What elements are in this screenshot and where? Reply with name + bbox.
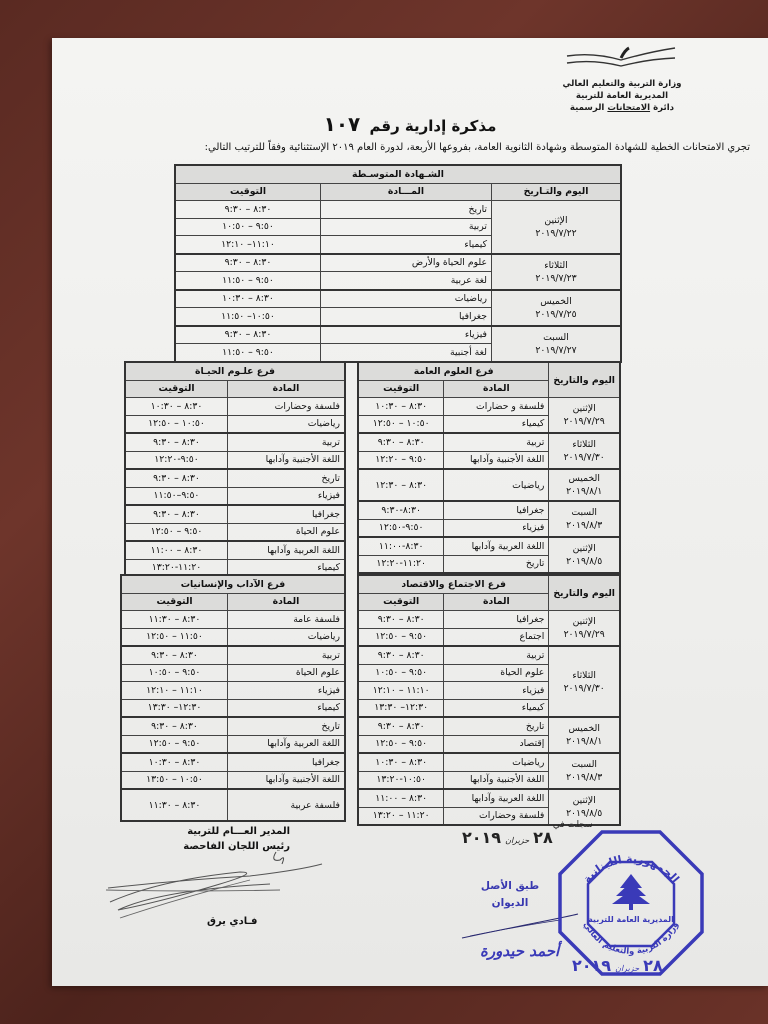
life-sciences-table: [124, 361, 346, 578]
table-row: [125, 451, 345, 469]
time-cell: ٨:٣٠ – ١٠:٣٠: [358, 398, 444, 416]
time-cell: ١١:١٠ – ١٢:١٠: [121, 682, 228, 700]
certifier-name: أحمد حيدورة: [480, 942, 560, 960]
day-date-cell: [549, 753, 620, 789]
table-row: [121, 664, 345, 682]
ministry-line: وزارة التربية والتعليم العالي: [562, 79, 682, 89]
column-header-subject: المادة: [228, 380, 346, 398]
day-name: الإثنين: [572, 795, 596, 806]
table-row: [125, 433, 345, 451]
table-row: [358, 398, 620, 416]
day-name: الخميس: [568, 723, 600, 734]
department-prefix: دائرة: [653, 103, 675, 113]
day-date-cell: [492, 290, 622, 326]
subject-cell: فلسفة وحضارات: [444, 807, 549, 825]
table-row: [121, 682, 345, 700]
day-date-cell: [549, 469, 620, 501]
time-cell: ٨:٣٠ – ٩:٣٠: [358, 646, 444, 664]
table-row: [358, 501, 620, 519]
time-cell: ٨:٣٠ – ١٠:٣٠: [175, 290, 321, 308]
time-cell: ١٢:٣٠– ١٣:٣٠: [121, 699, 228, 717]
general-sciences-table: [357, 361, 621, 574]
subject-cell: علوم الحياة والأرض: [321, 254, 492, 272]
exam-date: ٢٠١٩/٨/٣: [566, 772, 603, 783]
stamp-top-text: الجمهورية اللبنانية: [580, 852, 682, 886]
day-name: الثلاثاء: [572, 669, 596, 681]
subject-cell: علوم الحياة: [444, 664, 549, 682]
day-date-cell: [549, 646, 620, 717]
subject-cell: رياضيات: [321, 290, 492, 308]
subject-cell: لغة عربية: [321, 272, 492, 290]
time-cell: ١٠:٥٠ – ١٣:٥٠: [121, 771, 228, 789]
day-date-cell: [492, 326, 622, 362]
table-row: [121, 717, 345, 735]
table-row: [358, 646, 620, 664]
subject-cell: كيمياء: [228, 559, 346, 577]
stamp-inner-text: المديرية العامة للتربية: [588, 915, 674, 924]
day-name: الإثنين: [572, 616, 596, 627]
time-cell: ٨:٣٠ – ٩:٣٠: [121, 646, 228, 664]
table-row: [175, 290, 621, 308]
true-copy-text: طبق الأصل: [480, 880, 540, 892]
registration-date: [462, 820, 593, 847]
time-cell: ٨:٣٠ – ١١:٣٠: [121, 611, 228, 629]
time-cell: ٩:٥٠–١١:٥٠: [125, 487, 228, 505]
exam-date: ٢٠١٩/٧/٣٠: [563, 452, 605, 463]
subject-cell: كيمياء: [228, 699, 346, 717]
table-row: [121, 753, 345, 771]
column-header-day: اليوم والتاريخ: [549, 362, 620, 398]
time-cell: ٨:٣٠ – ١١:٠٠: [125, 541, 228, 559]
certification-year: ٢٠١٩: [572, 956, 612, 975]
time-cell: ٩:٥٠ – ١٢:٥٠: [125, 523, 228, 541]
subject-cell: كيمياء: [321, 236, 492, 254]
subject-cell: كيمياء: [444, 415, 549, 433]
official-stamp: [556, 828, 706, 978]
table-row: [358, 611, 620, 629]
day-name: الإثنين: [544, 214, 568, 226]
exam-date: ٢٠١٩/٨/٥: [566, 808, 603, 819]
time-cell: ١٠:٥٠ – ١٢:٥٠: [358, 415, 444, 433]
office-text: الديوان: [491, 897, 529, 909]
exam-date: ٢٠١٩/٧/٢٣: [535, 272, 577, 284]
subject-cell: تاريخ: [228, 717, 346, 735]
time-cell: ٨:٣٠ – ١٠:٣٠: [125, 398, 228, 416]
time-cell: ٩:٥٠ – ١٠:٥٠: [358, 664, 444, 682]
svg-text:وزارة التربية والتعليم العالي: [581, 920, 681, 957]
certification-month: حزيران: [615, 964, 640, 973]
time-cell: ٨:٣٠ – ٩:٣٠: [175, 254, 321, 272]
table-row: [121, 646, 345, 664]
table-title: فرع الآداب والإنسانيات: [121, 575, 345, 593]
true-copy-mark: [480, 878, 540, 912]
exam-date: ٢٠١٩/٧/٢٩: [563, 416, 605, 427]
table-row: [358, 469, 620, 501]
day-name: الثلاثاء: [544, 259, 568, 271]
subject-cell: فيزياء: [321, 326, 492, 344]
subject-cell: فيزياء: [444, 682, 549, 700]
time-cell: ١٢:٣٠– ١٣:٣٠: [358, 699, 444, 717]
memo-number: ١٠٧: [323, 112, 361, 136]
subject-cell: جغرافيا: [444, 501, 549, 519]
exam-date: ٢٠١٩/٧/٢٢: [535, 227, 577, 239]
subject-cell: فيزياء: [444, 519, 549, 537]
subject-cell: تربية: [444, 646, 549, 664]
time-cell: ١٠:٥٠ – ١٢:٥٠: [125, 415, 228, 433]
day-date-cell: [549, 501, 620, 537]
table-row: [121, 735, 345, 753]
subject-cell: رياضيات: [228, 415, 346, 433]
column-header-subject: المادة: [228, 593, 346, 611]
subject-cell: جغرافيا: [321, 308, 492, 326]
column-header-subject: المـــادة: [321, 183, 492, 201]
time-cell: ١١:١٠ – ١٢:١٠: [358, 682, 444, 700]
time-cell: ٨:٣٠ – ٩:٣٠: [175, 201, 321, 219]
memo-title-text: مذكرة إدارية رقم: [369, 117, 497, 135]
day-name: السبت: [543, 331, 569, 343]
subject-cell: لغة أجنبية: [321, 344, 492, 362]
subject-cell: اللغة الأجنبية وآدابها: [228, 451, 346, 469]
table-title: فرع علـوم الحيـاة: [125, 362, 345, 380]
subject-cell: جغرافيا: [444, 611, 549, 629]
table-row: [125, 523, 345, 541]
column-header-subject: المادة: [444, 593, 549, 611]
table-row: [121, 611, 345, 629]
table-row: [125, 415, 345, 433]
day-date-cell: [549, 611, 620, 647]
time-cell: ٨:٣٠ – ٩:٣٠: [121, 717, 228, 735]
time-cell: ٨:٣٠ – ٩:٣٠: [358, 611, 444, 629]
column-header-time: التوقيت: [125, 380, 228, 398]
day-name: السبت: [571, 759, 597, 770]
department-underlined: الامتحانات: [607, 103, 651, 113]
director-title-line2: رئيس اللجان الفاحصة: [183, 841, 290, 852]
time-cell: ٩:٥٠ – ١١:٥٠: [175, 344, 321, 362]
table-row: [358, 717, 620, 735]
time-cell: ٩:٥٠-١٢:٢٠: [125, 451, 228, 469]
time-cell: ٨:٣٠ – ٩:٣٠: [125, 433, 228, 451]
day-name: الإثنين: [572, 403, 596, 414]
subject-cell: تربية: [444, 433, 549, 451]
day-date-cell: [492, 254, 622, 290]
exam-date: ٢٠١٩/٨/٥: [566, 556, 603, 567]
column-header-day: اليوم والتـاريخ: [492, 183, 622, 201]
memo-intro: تجري الامتحانات الخطية للشهادة المتوسطة وشهادة الثانوية العامة، بفروعها الأربعة، لدورة العام ٢٠١٩ الإستثنائية وفقاً للترتيب التالي:: [204, 142, 750, 153]
subject-cell: تربية: [321, 218, 492, 236]
day-name: السبت: [571, 507, 597, 518]
subject-cell: علوم الحياة: [228, 664, 346, 682]
table-row: [121, 699, 345, 717]
ministry-header: [552, 78, 692, 114]
column-header-time: التوقيت: [358, 380, 444, 398]
table-row: [358, 433, 620, 451]
subject-cell: فلسفة و حضارات: [444, 398, 549, 416]
table-row: [121, 789, 345, 821]
open-book-icon: [563, 44, 678, 68]
subject-cell: اللغة العربية وآدابها: [444, 789, 549, 807]
table-title: الشـهادة المتوسـطة: [175, 165, 621, 183]
time-cell: ٨:٣٠ – ٩:٣٠: [175, 326, 321, 344]
subject-cell: فيزياء: [228, 682, 346, 700]
subject-cell: تاريخ: [444, 717, 549, 735]
department-suffix: الرسمية: [569, 103, 605, 113]
subject-cell: تاريخ: [321, 201, 492, 219]
exam-date: ٢٠١٩/٧/٣٠: [563, 682, 605, 694]
subject-cell: اللغة العربية وآدابها: [444, 537, 549, 555]
time-cell: ١١:٢٠-١٢:٢٠: [358, 555, 444, 573]
time-cell: ٨:٣٠ – ٩:٣٠: [358, 717, 444, 735]
time-cell: ٩:٥٠ – ١٠:٥٠: [175, 218, 321, 236]
subject-cell: جغرافيا: [228, 505, 346, 523]
table-row: [358, 537, 620, 555]
director-title-line1: المدير العـــام للتربية: [187, 826, 290, 837]
subject-cell: فيزياء: [228, 487, 346, 505]
day-name: الثلاثاء: [572, 439, 596, 450]
time-cell: ٨:٣٠ – ١٠:٣٠: [358, 753, 444, 771]
day-date-cell: [549, 537, 620, 573]
subject-cell: اجتماع: [444, 628, 549, 646]
subject-cell: اللغة الأجنبية وآدابها: [228, 771, 346, 789]
table-row: [358, 753, 620, 771]
subject-cell: إقتصاد: [444, 735, 549, 753]
subject-cell: جغرافيا: [228, 753, 346, 771]
subject-cell: تاريخ: [444, 555, 549, 573]
table-title: فرع الاجتماع والاقتصاد: [358, 575, 549, 593]
time-cell: ٩:٥٠-١٢:٥٠: [358, 519, 444, 537]
sociology-economics-table: [357, 574, 621, 826]
subject-cell: اللغة العربية وآدابها: [228, 735, 346, 753]
table-row: [125, 469, 345, 487]
subject-cell: تربية: [228, 433, 346, 451]
day-date-cell: [492, 201, 622, 254]
day-name: الخميس: [568, 473, 600, 484]
exam-date: ٢٠١٩/٨/٣: [566, 520, 603, 531]
column-header-day: اليوم والتاريخ: [549, 575, 620, 611]
subject-cell: رياضيات: [228, 628, 346, 646]
subject-cell: تربية: [228, 646, 346, 664]
time-cell: ١٠:٥٠– ١١:٥٠: [175, 308, 321, 326]
time-cell: ٩:٥٠ – ١٢:٥٠: [358, 735, 444, 753]
table-row: [125, 541, 345, 559]
time-cell: ٨:٣٠ – ٩:٣٠: [125, 505, 228, 523]
memo-page: [52, 38, 768, 986]
time-cell: ٨:٣٠ – ٩:٣٠: [125, 469, 228, 487]
time-cell: ٨:٣٠-٩:٣٠: [358, 501, 444, 519]
memo-title: [52, 112, 768, 136]
day-date-cell: [549, 433, 620, 469]
time-cell: ١١:٥٠ – ١٢:٥٠: [121, 628, 228, 646]
exam-date: ٢٠١٩/٧/٢٧: [535, 344, 577, 356]
table-row: [358, 789, 620, 807]
cedar-icon: [612, 874, 650, 910]
time-cell: ٨:٣٠ – ١١:٠٠: [358, 789, 444, 807]
director-name: فـادي يرق: [207, 916, 258, 927]
subject-cell: كيمياء: [444, 699, 549, 717]
table-row: [121, 771, 345, 789]
subject-cell: علوم الحياة: [228, 523, 346, 541]
registration-year: ٢٠١٩: [462, 828, 502, 847]
table-row: [175, 254, 621, 272]
time-cell: ١١:١٠– ١٢:١٠: [175, 236, 321, 254]
column-header-subject: المادة: [444, 380, 549, 398]
time-cell: ٩:٥٠ – ١٠:٥٠: [121, 664, 228, 682]
time-cell: ٨:٣٠-١١:٠٠: [358, 537, 444, 555]
time-cell: ١١:٢٠-١٣:٢٠: [125, 559, 228, 577]
subject-cell: رياضيات: [444, 469, 549, 501]
time-cell: ٩:٥٠ – ١٢:٥٠: [121, 735, 228, 753]
table-title: فرع العلوم العامة: [358, 362, 549, 380]
stamp-bottom-text: وزارة التربية والتعليم العالي: [581, 920, 681, 957]
subject-cell: اللغة العربية وآدابها: [228, 541, 346, 559]
time-cell: ١١:٢٠ – ١٣:٢٠: [358, 807, 444, 825]
registration-day: ٢٨: [533, 828, 553, 847]
humanities-table: [120, 574, 346, 822]
column-header-time: التوقيت: [358, 593, 444, 611]
subject-cell: رياضيات: [444, 753, 549, 771]
table-row: [175, 201, 621, 219]
table-row: [121, 628, 345, 646]
day-name: الخميس: [540, 295, 572, 307]
time-cell: ٩:٥٠ – ١١:٥٠: [175, 272, 321, 290]
subject-cell: تاريخ: [228, 469, 346, 487]
table-row: [175, 326, 621, 344]
time-cell: ٩:٥٠ – ١٢:٥٠: [358, 628, 444, 646]
day-date-cell: [549, 717, 620, 753]
time-cell: ٩:٥٠ – ١٢:٢٠: [358, 451, 444, 469]
exam-date: ٢٠١٩/٧/٢٩: [563, 629, 605, 640]
day-name: الإثنين: [572, 543, 596, 554]
time-cell: ٨:٣٠ – ١٢:٣٠: [358, 469, 444, 501]
exam-date: ٢٠١٩/٨/١: [566, 486, 603, 497]
subject-cell: اللغة الأجنبية وآدابها: [444, 771, 549, 789]
certification-day: ٢٨: [643, 956, 663, 975]
subject-cell: اللغة الأجنبية وآدابها: [444, 451, 549, 469]
time-cell: ١٠:٥٠-١٣:٢٠: [358, 771, 444, 789]
exam-date: ٢٠١٩/٨/١: [566, 736, 603, 747]
table-row: [125, 398, 345, 416]
directorate-line: المديرية العامة للتربية: [575, 91, 669, 101]
brevet-schedule-table: [174, 164, 622, 363]
day-date-cell: [549, 398, 620, 434]
subject-cell: فلسفة وحضارات: [228, 398, 346, 416]
table-row: [125, 505, 345, 523]
table-row: [125, 487, 345, 505]
time-cell: ٨:٣٠ – ١١:٣٠: [121, 789, 228, 821]
column-header-time: التوقيت: [121, 593, 228, 611]
subject-cell: فلسفة عربية: [228, 789, 346, 821]
time-cell: ٨:٣٠ – ١٠:٣٠: [121, 753, 228, 771]
subject-cell: فلسفة عامة: [228, 611, 346, 629]
registration-month: حزيران: [505, 836, 530, 845]
time-cell: ٨:٣٠ – ٩:٣٠: [358, 433, 444, 451]
column-header-time: التوقيت: [175, 183, 321, 201]
registration-label: سجلت في: [552, 820, 593, 830]
exam-date: ٢٠١٩/٧/٢٥: [535, 308, 577, 320]
